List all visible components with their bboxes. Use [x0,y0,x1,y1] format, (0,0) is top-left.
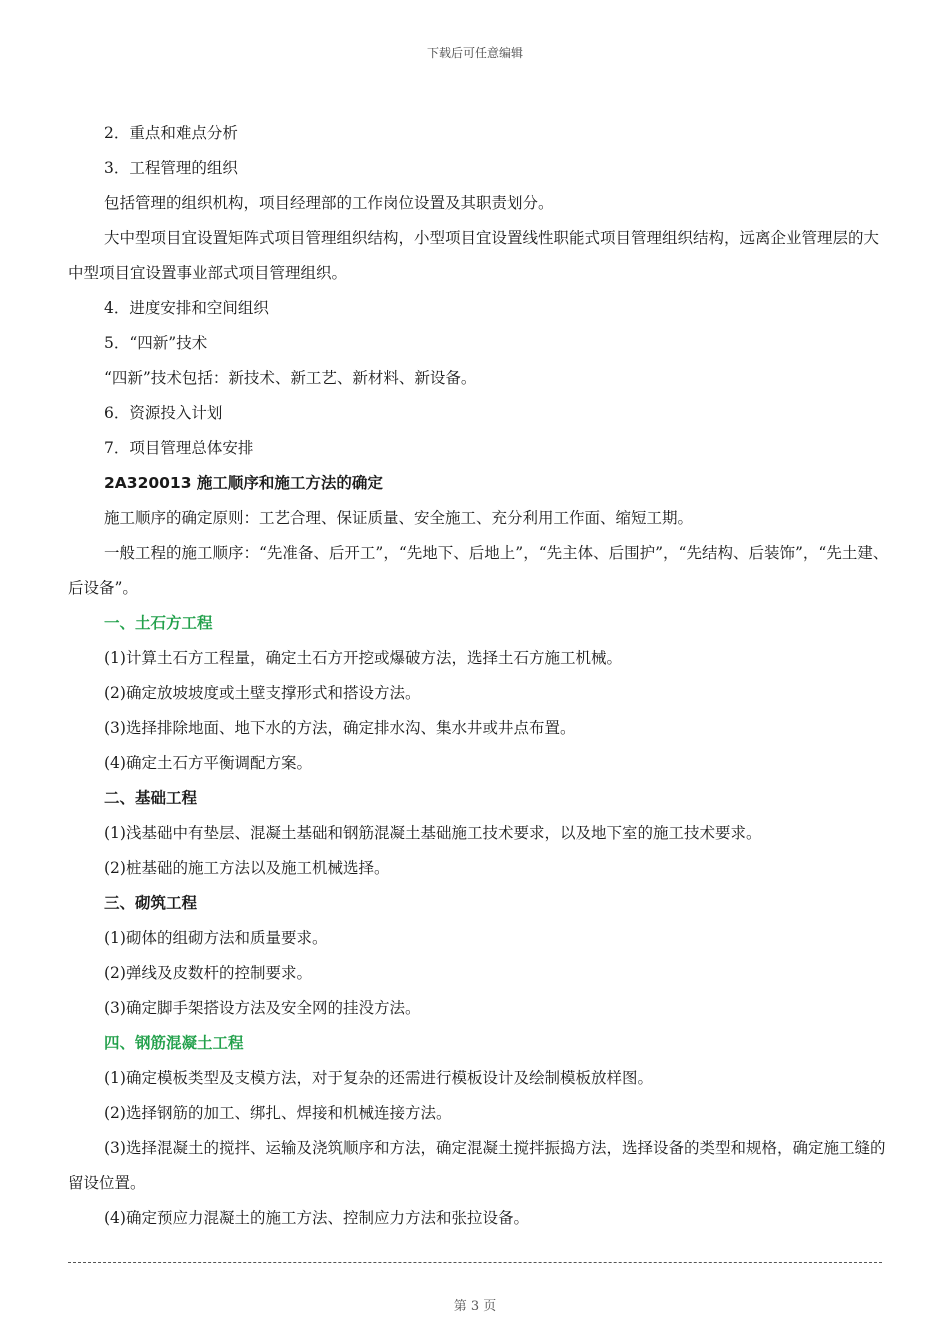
paragraph: 6．资源投入计划 [104,404,223,422]
paragraph: 5．“四新”技术 [104,334,208,352]
footer-divider [68,1262,882,1263]
section-heading: 三、砌筑工程 [104,894,198,912]
paragraph: 4．进度安排和空间组织 [104,299,269,317]
paragraph: 7．项目管理总体安排 [104,439,254,457]
paragraph: “四新”技术包括：新技术、新工艺、新材料、新设备。 [104,369,477,387]
list-item: (1)浅基础中有垫层、混凝土基础和钢筋混凝土基础施工技术要求，以及地下室的施工技术要求。 [104,824,762,842]
paragraph: 包括管理的组织机构，项目经理部的工作岗位设置及其职责划分。 [104,194,554,212]
paragraph: 3．工程管理的组织 [104,159,238,177]
list-item: (2)弹线及皮数杆的控制要求。 [104,964,312,982]
list-item: (1)计算土石方工程量，确定土石方开挖或爆破方法，选择土石方施工机械。 [104,649,622,667]
paragraph: 2．重点和难点分析 [104,124,238,142]
document-body [68,116,890,1236]
list-item: (4)确定预应力混凝土的施工方法、控制应力方法和张拉设备。 [104,1209,529,1227]
section-heading: 四、钢筋混凝土工程 [104,1034,244,1052]
page-header: 下载后可任意编辑 [426,46,523,60]
list-item: (3)选择排除地面、地下水的方法，确定排水沟、集水井或井点布置。 [104,719,576,737]
list-item: (4)确定土石方平衡调配方案。 [104,754,312,772]
section-heading: 二、基础工程 [104,789,198,807]
paragraph: 一般工程的施工顺序：“先准备、后开工”，“先地下、后地上”，“先主体、后围护”，“先结构、后装饰”，“先土建、后设备”。 [68,544,889,597]
paragraph: 施工顺序的确定原则：工艺合理、保证质量、安全施工、充分利用工作面、缩短工期。 [104,509,694,527]
paragraph: 大中型项目宜设置矩阵式项目管理组织结构，小型项目宜设置线性职能式项目管理组织结构，远离企业管理层的大中型项目宜设置事业部式项目管理组织。 [68,229,880,282]
list-item: (1)砌体的组砌方法和质量要求。 [104,929,328,947]
list-item: (3)选择混凝土的搅拌、运输及浇筑顺序和方法，确定混凝土搅拌振捣方法，选择设备的类型和规格，确定施工缝的留设位置。 [68,1139,886,1192]
list-item: (2)确定放坡坡度或土壁支撑形式和搭设方法。 [104,684,421,702]
list-item: (2)选择钢筋的加工、绑扎、焊接和机械连接方法。 [104,1104,452,1122]
section-heading: 一、土石方工程 [104,614,213,632]
list-item: (2)桩基础的施工方法以及施工机械选择。 [104,859,390,877]
list-item: (1)确定模板类型及支模方法，对于复杂的还需进行模板设计及绘制模板放样图。 [104,1069,653,1087]
section-heading: 2A320013 施工顺序和施工方法的确定 [104,474,383,492]
page-number: 第 3 页 [453,1299,497,1314]
list-item: (3)确定脚手架搭设方法及安全网的挂没方法。 [104,999,421,1017]
